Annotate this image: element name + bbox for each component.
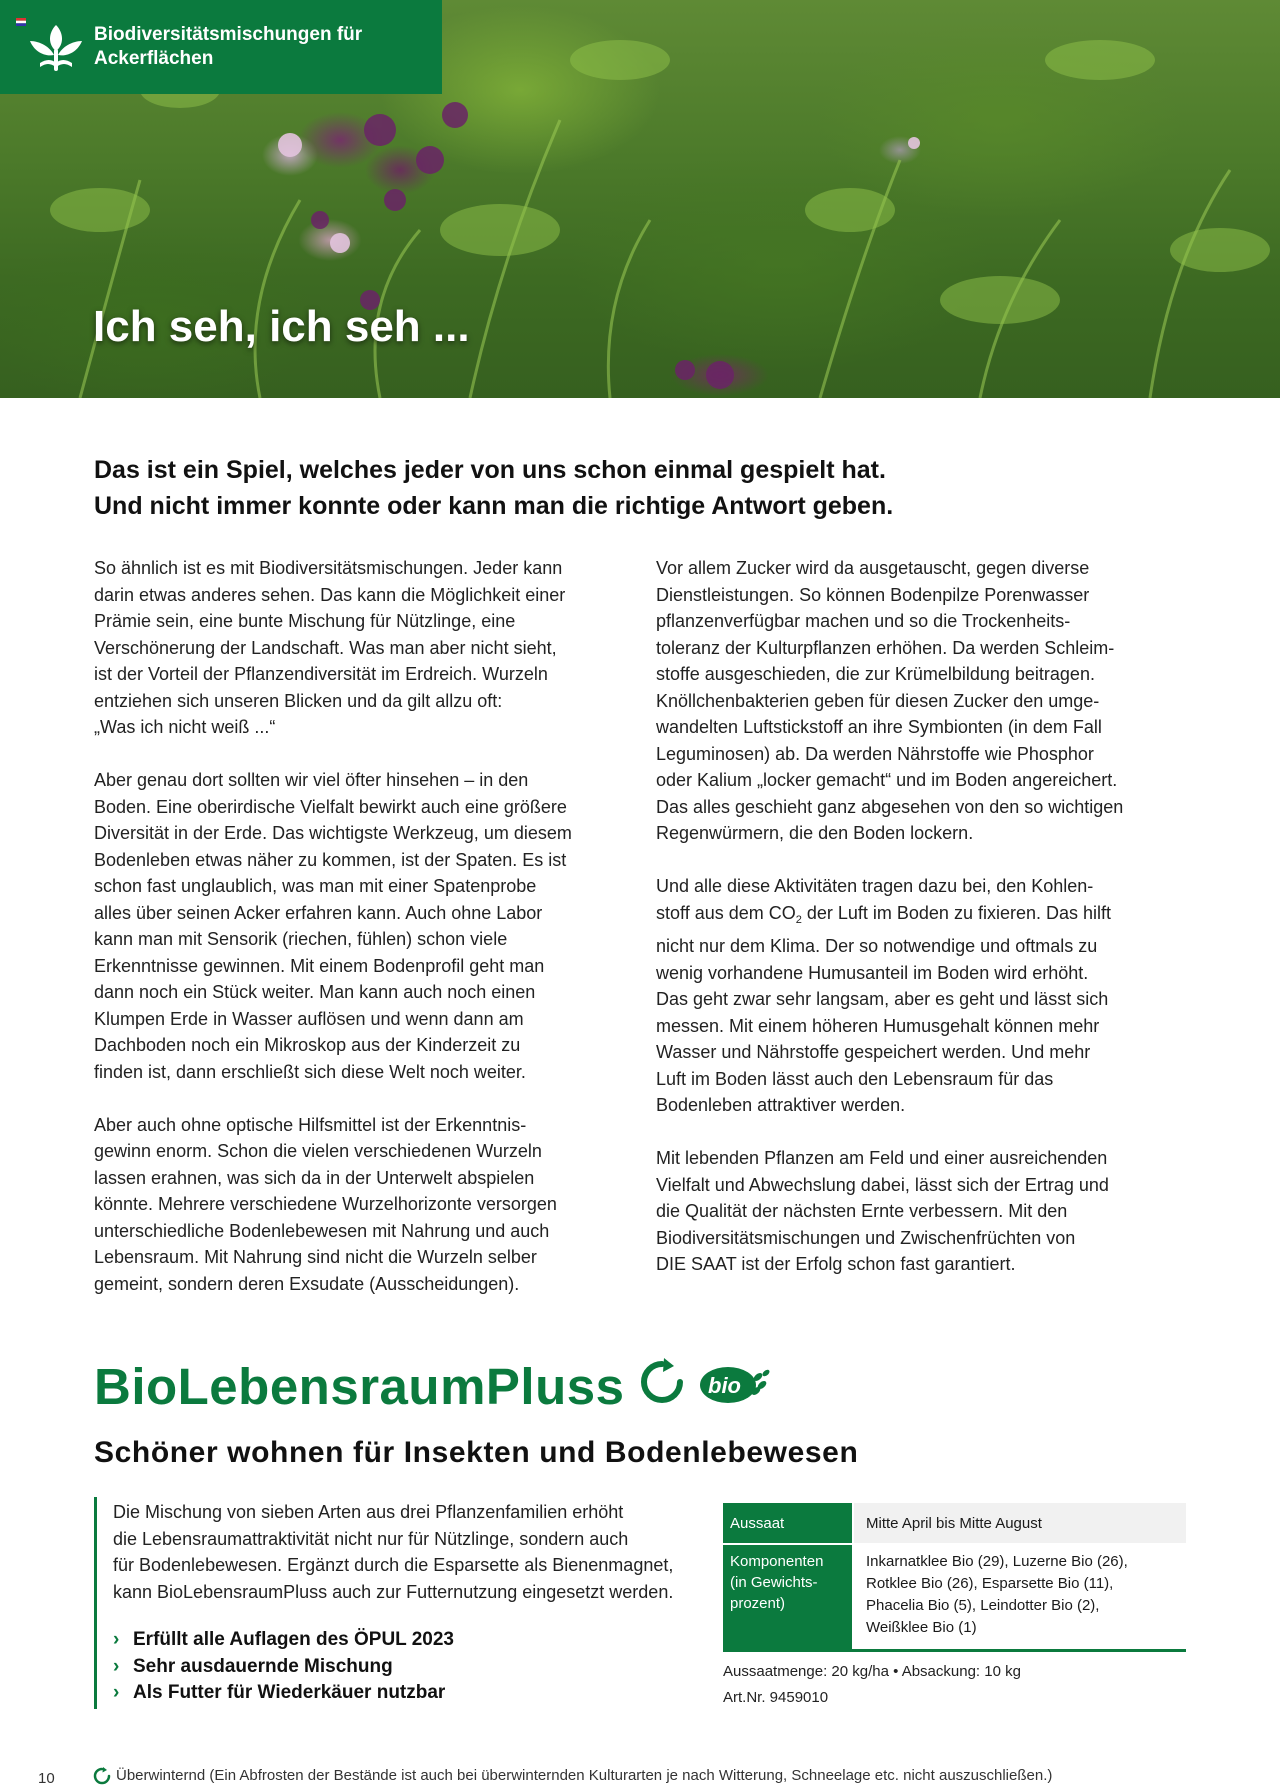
text-line: unterschiedliche Bodenlebewesen mit Nahrung und auch <box>94 1220 550 1241</box>
text-line: Komponenten <box>730 1553 824 1570</box>
text-line: Diversität in der Erde. Das wichtigste Werkzeug, um diesem <box>94 823 572 843</box>
paragraph <box>656 555 1166 847</box>
product-description-block <box>94 1497 694 1709</box>
footnote: Überwinternd (Ein Abfrosten der Bestände ist auch bei überwinternden Kulturarten je nach Witterung, Schneelage etc. nicht auszuschließen.) <box>116 1767 1053 1784</box>
text-line: Mit lebenden Pflanzen am Feld und einer ausreichenden <box>656 1148 1108 1168</box>
sowing-quantity: Aussaatmenge: 20 kg/ha • Absackung: 10 kg <box>723 1663 1021 1680</box>
feature-item <box>113 1680 454 1707</box>
left-column <box>94 555 602 1324</box>
text-line: kann BioLebensraumPluss auch zur Futternutzung eingesetzt werden. <box>113 1581 674 1602</box>
text-line: Knöllchenbakterien geben für diesen Zucker den umge- <box>656 690 1100 711</box>
text-line: finden ist, dann erschließt sich diese Welt noch weiter. <box>94 1061 526 1082</box>
article-number: Art.Nr. 9459010 <box>723 1689 829 1706</box>
text-line: Das geht zwar sehr langsam, aber es geht und lässt sich <box>656 989 1109 1009</box>
spec-table <box>723 1503 1186 1652</box>
text-line: kann man mit Sensorik (riechen, fühlen) schon viele <box>94 929 508 949</box>
page-number: 10 <box>38 1770 55 1787</box>
text-line: nicht nur dem Klima. Der so notwendige und oftmals zu <box>656 936 1098 956</box>
chevron-right-icon: › <box>113 1682 120 1703</box>
hero-image <box>0 0 1280 398</box>
text-line: könnte. Mehrere verschiedene Wurzelhorizonte versorgen <box>94 1194 557 1214</box>
text-line: Rotklee Bio (26), Esparsette Bio (11), <box>866 1575 1114 1592</box>
right-column <box>656 555 1166 1304</box>
text-line: Erkenntnisse gewinnen. Mit einem Bodenprofil geht man <box>94 955 545 976</box>
flag-icon <box>16 18 26 26</box>
text-line: oder Kalium „locker gemacht“ und im Boden angereichert. <box>656 770 1118 790</box>
text-line: Und alle diese Aktivitäten tragen dazu bei, den Kohlen- <box>656 876 1094 896</box>
text-line: prozent) <box>730 1595 786 1612</box>
subscript: 2 <box>795 913 802 926</box>
text-line: lassen erahnen, was sich da in der Unterwelt abspielen <box>94 1167 535 1188</box>
perennial-refresh-icon <box>93 1767 111 1785</box>
chevron-right-icon: › <box>113 1655 120 1677</box>
category-line-1: Biodiversitätsmischungen für <box>94 24 363 45</box>
divider <box>723 1649 1186 1652</box>
text-line: Regenwürmern, die den Boden lockern. <box>656 823 974 843</box>
paragraph <box>94 1112 602 1298</box>
perennial-refresh-icon <box>638 1358 686 1406</box>
spec-row-sowing <box>723 1503 1186 1543</box>
text-line: stoffe ausgeschieden, die zur Krümelbildung beitragen. <box>656 664 1095 684</box>
bio-logo-icon <box>698 1363 770 1405</box>
text-line: Klumpen Erde in Wasser auflösen und wenn dann am <box>94 1008 524 1029</box>
text-line: Biodiversitätsmischungen und Zwischenfrüchten von <box>656 1227 1076 1248</box>
text-line: die Qualität der nächsten Ernte verbessern. Mit den <box>656 1201 1068 1221</box>
text-line: Bodenleben etwas näher zu kommen, ist der Spaten. Es ist <box>94 849 567 870</box>
text-line: Die Mischung von sieben Arten aus drei Pflanzenfamilien erhöht <box>113 1502 624 1522</box>
page-title: Ich seh, ich seh ... <box>93 302 470 351</box>
text-line: dann noch ein Stück weiter. Man kann auch noch einen <box>94 982 536 1002</box>
text-line: Wasser und Nährstoffe gespeichert werden. Und mehr <box>656 1042 1091 1062</box>
text-line: die Lebensraumattraktivität nicht nur für Nützlinge, sondern auch <box>113 1528 629 1549</box>
text-line: wenig vorhandene Humusanteil im Boden wird erhöht. <box>656 962 1089 983</box>
text-line: „Was ich nicht weiß ...“ <box>94 717 276 737</box>
text-line: Boden. Eine oberirdische Vielfalt bewirkt auch eine größere <box>94 796 567 817</box>
paragraph <box>94 555 602 741</box>
intro-line-1: Das ist ein Spiel, welches jeder von uns schon einmal gespielt hat. <box>94 456 886 484</box>
feature-text: Sehr ausdauernde Mischung <box>133 1655 393 1677</box>
spec-footer <box>723 1659 1021 1711</box>
text-line: messen. Mit einem höheren Humusgehalt können mehr <box>656 1015 1100 1036</box>
intro-line-2: Und nicht immer konnte oder kann man die richtige Antwort geben. <box>94 492 894 520</box>
text-line: gewinn enorm. Schon die vielen verschiedenen Wurzeln <box>94 1141 542 1161</box>
feature-item <box>113 1654 454 1681</box>
text-line: alles über seinen Acker erfahren kann. Auch ohne Labor <box>94 902 543 923</box>
product-description <box>113 1499 703 1605</box>
text-line: Aber genau dort sollten wir viel öfter hinsehen – in den <box>94 770 529 790</box>
company-leaf-icon <box>26 19 86 75</box>
text-line: Phacelia Bio (5), Leindotter Bio (2), <box>866 1597 1100 1614</box>
category-line-2: Ackerflächen <box>94 48 214 69</box>
text-line: Inkarnatklee Bio (29), Luzerne Bio (26), <box>866 1553 1128 1570</box>
text-fragment: stoff aus dem CO <box>656 902 796 923</box>
paragraph <box>94 767 602 1085</box>
bio-logo-text: bio <box>708 1373 741 1398</box>
feature-text: Erfüllt alle Auflagen des ÖPUL 2023 <box>133 1629 454 1650</box>
text-line: Vielfalt und Abwechslung dabei, lässt sich der Ertrag und <box>656 1174 1109 1195</box>
text-line: Leguminosen) ab. Da werden Nährstoffe wie Phosphor <box>656 743 1094 764</box>
text-line: toleranz der Kulturpflanzen erhöhen. Da werden Schleim- <box>656 637 1115 658</box>
intro-heading <box>94 452 1194 524</box>
text-line: Verschönerung der Landschaft. Was man aber nicht sieht, <box>94 637 557 658</box>
text-line: Bodenleben attraktiver werden. <box>656 1095 906 1115</box>
text-line: ist der Vorteil der Pflanzendiversität im Erdreich. Wurzeln <box>94 664 548 684</box>
text-line: Aber auch ohne optische Hilfsmittel ist der Erkenntnis- <box>94 1114 527 1135</box>
text-line: Vor allem Zucker wird da ausgetauscht, gegen diverse <box>656 558 1090 578</box>
paragraph <box>656 873 1166 1119</box>
feature-text: Als Futter für Wiederkäuer nutzbar <box>133 1682 446 1703</box>
text-line: entziehen sich unseren Blicken und da gilt allzu oft: <box>94 690 503 711</box>
spec-label: Aussaat <box>723 1503 852 1543</box>
product-name: BioLebensraumPluss <box>94 1358 625 1415</box>
text-line: Prämie sein, eine bunte Mischung für Nützlinge, eine <box>94 611 516 631</box>
text-fragment: der Luft im Boden zu fixieren. Das hilft <box>801 902 1112 923</box>
text-line: wandelten Luftstickstoff an ihre Symbionten (in dem Fall <box>656 717 1102 737</box>
text-line: Lebensraum. Mit Nahrung sind nicht die Wurzeln selber <box>94 1247 537 1267</box>
text-line: Das alles geschieht ganz abgesehen von den so wichtigen <box>656 796 1124 817</box>
text-line: darin etwas anderes sehen. Das kann die Möglichkeit einer <box>94 584 566 605</box>
paragraph <box>656 1145 1166 1278</box>
product-subtitle: Schöner wohnen für Insekten und Bodenlebewesen <box>94 1436 859 1469</box>
text-line: für Bodenlebewesen. Ergänzt durch die Esparsette als Bienenmagnet, <box>113 1555 674 1575</box>
text-line: Dienstleistungen. So können Bodenpilze Porenwasser <box>656 584 1090 605</box>
text-line: pflanzenverfügbar machen und so die Trockenheits- <box>656 611 1071 631</box>
spec-value <box>854 1545 1186 1649</box>
feature-item <box>113 1627 454 1654</box>
text-line: Dachboden noch ein Mikroskop aus der Kinderzeit zu <box>94 1035 521 1055</box>
text-line: Weißklee Bio (1) <box>866 1619 977 1636</box>
chevron-right-icon: › <box>113 1629 120 1650</box>
spec-label <box>723 1545 852 1649</box>
spec-value: Mitte April bis Mitte August <box>854 1503 1186 1543</box>
category-badge <box>0 0 442 94</box>
feature-list <box>113 1627 454 1707</box>
text-line: (in Gewichts- <box>730 1574 818 1591</box>
spec-row-components <box>723 1545 1186 1649</box>
text-line: So ähnlich ist es mit Biodiversitätsmischungen. Jeder kann <box>94 558 563 578</box>
text-line: schon fast unglaublich, was man mit einer Spatenprobe <box>94 876 537 896</box>
text-line: gemeint, sondern deren Exsudate (Ausscheidungen). <box>94 1273 520 1294</box>
text-line: DIE SAAT ist der Erfolg schon fast garantiert. <box>656 1254 1016 1274</box>
text-line: Luft im Boden lässt auch den Lebensraum für das <box>656 1068 1054 1089</box>
text-line-co2 <box>656 900 1166 934</box>
